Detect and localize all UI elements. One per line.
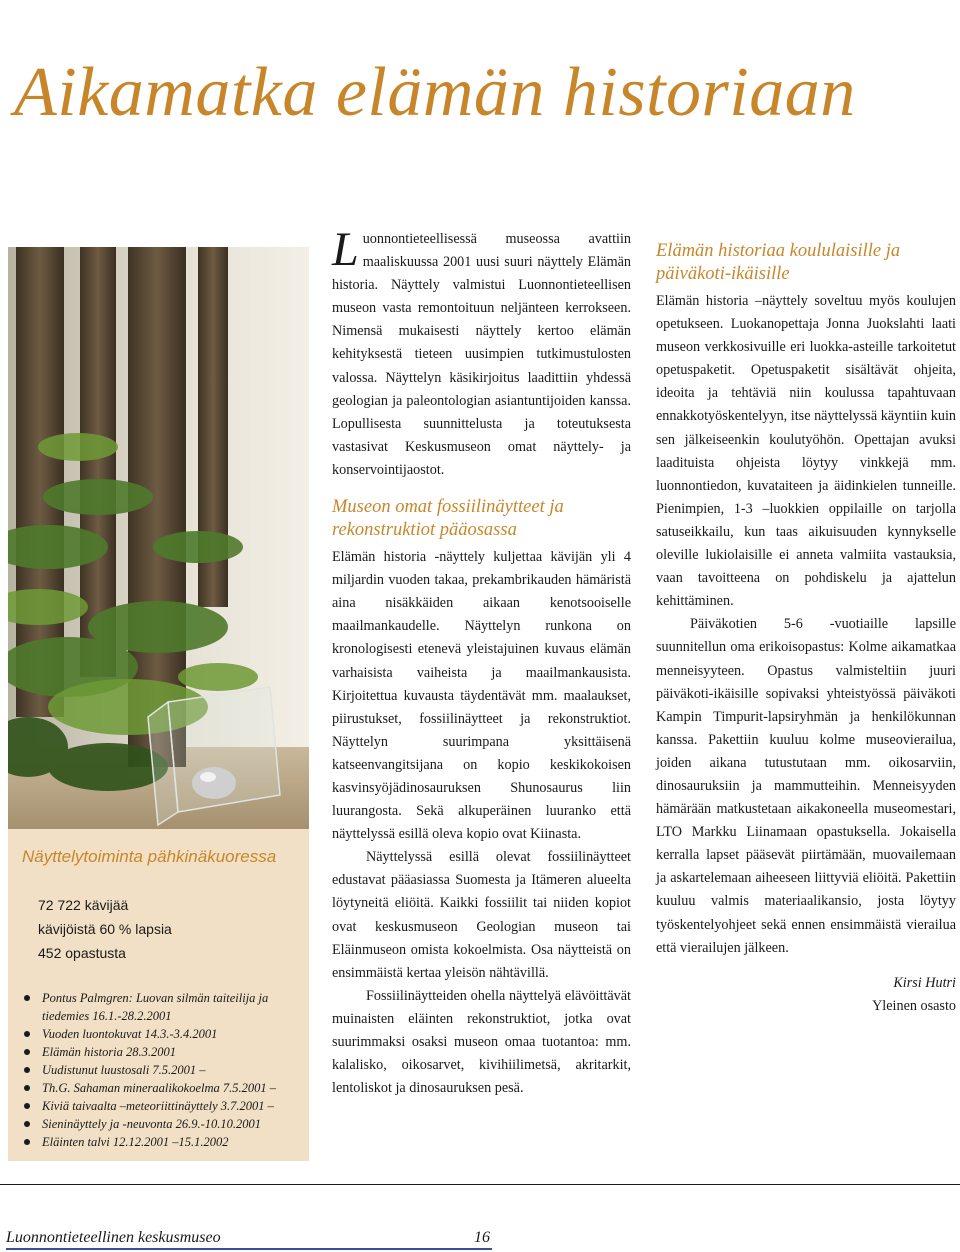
paragraph: Päiväkotien 5-6 -vuotiaille lapsille suunnitellun oma erikoisopastus: Kolme aikamatkaa menneisyyteen. Opastus valmisteltiin juuri päiväkoti-ikäisille sopivaksi yhteistyössä päiväkoti Kampin Timpurit-lapsiryhmän ja henkilökunnan kanssa. Pakettiin kuuluu kolme museovierailua, joiden aikana tutustutaan mm. oikosarviin, dinosauruksiin ja mammutteihin. Menneisyyden hämärään matkustetaan aikakoneella museomestari, LTO Markku Liinamaan opastuksella. Jokaisella kerralla lapset pääsevät piirtämään, muovailemaan ja askartelemaan aiheeseen liittyviä eliöitä. Pakettiin kuuluu valmis materiaalikansio, josta löytyy työskentelyohjeet sekä ennen ensimmäistä vierailua että vierailujen jälkeen.: [656, 616, 956, 956]
list-item: Pontus Palmgren: Luovan silmän taiteilija ja tiedemies 16.1.-28.2.2001: [22, 989, 304, 1025]
list-item: Eläinten talvi 12.12.2001 –15.1.2002: [22, 1133, 304, 1151]
list-item: Uudistunut luustosali 7.5.2001 –: [22, 1061, 304, 1079]
section-heading-schools: Elämän historiaa koululaisille ja päiväkoti-ikäisille: [656, 241, 901, 284]
signature: [656, 972, 956, 1018]
paragraph: Elämän historia –näyttely soveltuu myös koulujen opetukseen. Luokanopettaja Jonna Juokslahti laati museon verkkosivuille eri luokka-asteille tarkoitetut opetuspaketit. Opetuspaketit sisältävät ohjeita, ideoita ja tehtäviä niin koulussa tapahtuvaan ennakkotyöskentelyyn, itse näyttelyssä käyntiin kuin sen jälkeiseenkin koulutyöhön. Opettajan avuksi laadituista ohjeista löytyy vinkkejä mm. luonnontiedon, kuvataiteen ja äidinkielen tunneille. Pienimpien, 1-3 –luokkien oppilaille on tarjolla satuseikkailu, kun taas aikuisuuden kynnykselle oleville lukiolaisille ei anneta valmiita vastauksia, vaan tavoitteena on pohdiskelu ja ajattelun kehittäminen.: [656, 293, 956, 610]
author-name: Kirsi Hutri: [893, 974, 956, 991]
stat-guided-tours: 452 opastusta: [38, 945, 126, 961]
stat-children: kävijöistä 60 % lapsia: [38, 921, 172, 937]
list-item: Elämän historia 28.3.2001: [22, 1043, 304, 1061]
page-number: 16: [474, 1229, 490, 1246]
author-title: Yleinen osasto: [872, 997, 956, 1014]
intro-paragraph: [332, 223, 631, 482]
stat-visitors: 72 722 kävijää: [38, 897, 129, 913]
paragraph: Fossiilinäytteiden ohella näyttelyä elävöittävät muinaisten eläinten rekonstruktiot, jotka ovat suurimmaksi osaksi museon omaa tuotantoa: mm. kalalisko, oikosarvet, kivihiilimetsä, akritarkit, lentoliskot ja dinosauruksen pesä.: [332, 987, 631, 1097]
article-column-middle: [332, 223, 631, 1100]
footer-underline: [6, 1248, 492, 1250]
publication-name: Luonnontieteellinen keskusmuseo: [6, 1229, 221, 1246]
sidebar-heading: Näyttelytoiminta pähkinäkuoressa: [22, 847, 277, 866]
paragraph: Näyttelyssä esillä olevat fossiilinäytteet edustavat pääasiassa Suomesta ja Itämeren alueelta löytyneitä eliöitä. Kaikki fossiilit tai niiden kopiot ovat keskusmuseon Geologian museon tai Eläinmuseon omista kokoelmista. Osa näytteistä on ensimmäistä kertaa yleisön nähtävillä.: [332, 849, 631, 981]
list-item: Kiviä taivaalta –meteoriittinäyttely 3.7.2001 –: [22, 1097, 304, 1115]
list-item: Sieninäyttely ja -neuvonta 26.9.-10.10.2001: [22, 1115, 304, 1133]
page-title: Aikamatka elämän historiaan: [14, 54, 856, 131]
list-item: Vuoden luontokuvat 14.3.-3.4.2001: [22, 1025, 304, 1043]
intro-text: uonnontieteellisessä museossa avattiin maaliskuussa 2001 uusi suuri näyttely Elämän historia. Näyttely valmistui Luonnontieteellisen museon vasta remontoituun neljänteen kerrokseen. Nimensä mukaisesti näyttely kertoo elämän kehityksestä tieteen uusimpien tutkimustulosten valossa. Näyttelyn käsikirjoitus laadittiin yhdessä geologian ja paleontologian asiantuntijoiden kanssa. Lopullisesta suunnittelusta ja toteutuksesta vastasivat Keskusmuseon omat näyttely- ja konservointijaostot.: [332, 231, 631, 478]
paragraph: Elämän historia -näyttely kuljettaa kävijän yli 4 miljardin vuoden takaa, prekambrikauden hämäristä aina nisäkkäiden aikaan kenotsooiselle maailmankaudelle. Näyttelyn runkona on kronologisesti etenevä yleistajuinen kuvaus elämän varhaisista vaiheista ja maailmankausista. Kirjoitettua kuvausta täydentävät mm. maalaukset, piirustukset, fossiilinäytteet ja rekonstruktiot. Näyttelyn suurimpana yksittäisenä katseenvangitsijana on kopio keskikokoisen kasvinsyöjädinosauruksen Shunosaurus liin luurangosta. Sekä alkuperäinen luuranko että näyttelyssä esillä oleva kopio ovat Kiinasta.: [332, 549, 631, 843]
drop-cap: L: [332, 223, 359, 276]
article-column-right: [656, 240, 956, 1018]
stats-list: [38, 893, 298, 965]
footer-divider: [0, 1184, 960, 1185]
list-item: Th.G. Sahaman mineraalikokoelma 7.5.2001 –: [22, 1079, 304, 1097]
exhibition-photo: [8, 247, 309, 829]
section-heading-fossils: Museon omat fossiilinäytteet ja rekonstruktiot pääosassa: [332, 497, 564, 541]
events-list: [22, 989, 304, 1151]
sidebar-box: [8, 247, 309, 1161]
